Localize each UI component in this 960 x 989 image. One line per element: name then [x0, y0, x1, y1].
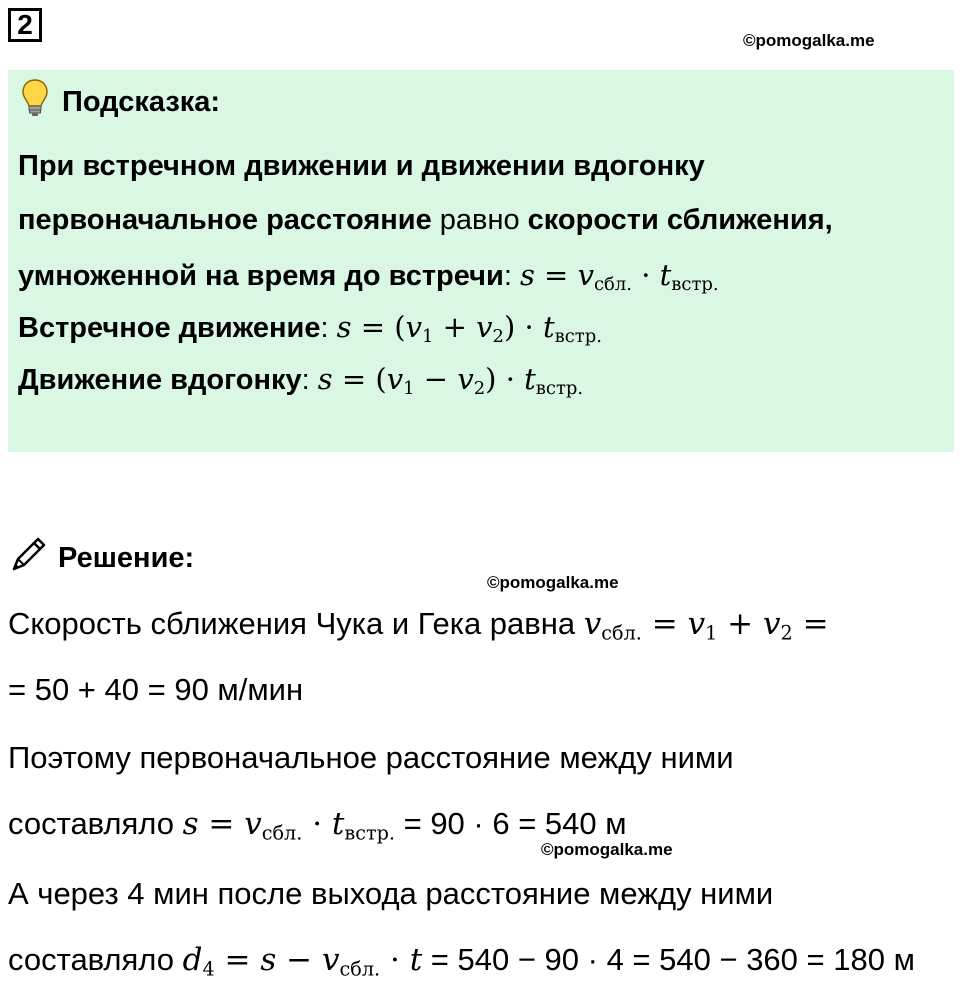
hint-bold-speed: скорости сближения — [527, 204, 825, 236]
solution-line-1: Скорость сближения Чука и Гека равна $v_{сбл.} = v_1 + v_2$ = — [8, 606, 829, 645]
formula-remaining-distance: $d_4 = s - v_{сбл.} \cdot t$ — [182, 942, 423, 981]
pencil-icon — [8, 533, 50, 583]
solution-line-6: составляло $d_4 = s - v_{сбл.} \cdot t = 540 - 90 \cdot 4 = 540 - 360 = 180$ м — [8, 942, 915, 981]
hint-line-1: При встречном движении и движении вдогонку — [18, 150, 705, 182]
hint-header — [22, 82, 220, 122]
formula-closing-speed: $v_{сбл.} = v_1 + v_2$ = — [583, 606, 829, 645]
hint-line-oncoming: Встречное движение: $s = (v_1 + v_2) \cdot t_{встр.}$ — [18, 310, 602, 348]
formula-distance: $s = v_{сбл.} \cdot t_{встр.}$ — [182, 806, 395, 845]
formula-general: $s = v_{сбл.} \cdot t_{встр.}$ — [519, 258, 719, 296]
watermark-bottom: ©pomogalka.me — [541, 840, 673, 859]
hint-bold-distance: первоначальное расстояние — [18, 204, 432, 236]
formula-oncoming: $s = (v_1 + v_2) \cdot t_{встр.}$ — [336, 310, 602, 348]
solution-line-2: = 50 + 40 = 90 м/мин — [8, 672, 304, 707]
watermark-top: ©pomogalka.me — [743, 31, 875, 50]
hint-line-3 — [18, 258, 719, 296]
solution-header — [8, 535, 194, 581]
solution-title: Решение: — [58, 541, 195, 574]
hint-line-chase: Движение вдогонку: $s = (v_1 - v_2) \cdot t_{встр.}$ — [18, 362, 584, 400]
hint-line-2 — [18, 204, 833, 237]
hint-colon: : — [503, 260, 520, 292]
hint-equals-word: равно — [431, 204, 528, 236]
solution-line-3: Поэтому первоначальное расстояние между ними — [8, 740, 734, 775]
hint-box — [8, 70, 954, 452]
solution-line-5: А через 4 мин после выхода расстояние между ними — [8, 876, 774, 911]
hint-bold-multiplied: умноженной на время до встречи — [18, 260, 504, 292]
hint-comma: , — [824, 204, 833, 236]
solution-line-4: составляло $s = v_{сбл.} \cdot t_{встр.} = 90 \cdot 6 = 540$ м — [8, 806, 627, 845]
chase-label: Движение вдогонку — [18, 364, 302, 396]
formula-chase: $s = (v_1 - v_2) \cdot t_{встр.}$ — [317, 362, 584, 400]
oncoming-label: Встречное движение — [18, 312, 321, 344]
watermark-middle: ©pomogalka.me — [487, 573, 619, 592]
hint-title: Подсказка: — [62, 85, 221, 118]
lightbulb-icon — [22, 79, 48, 125]
task-number: 2 — [8, 8, 42, 42]
